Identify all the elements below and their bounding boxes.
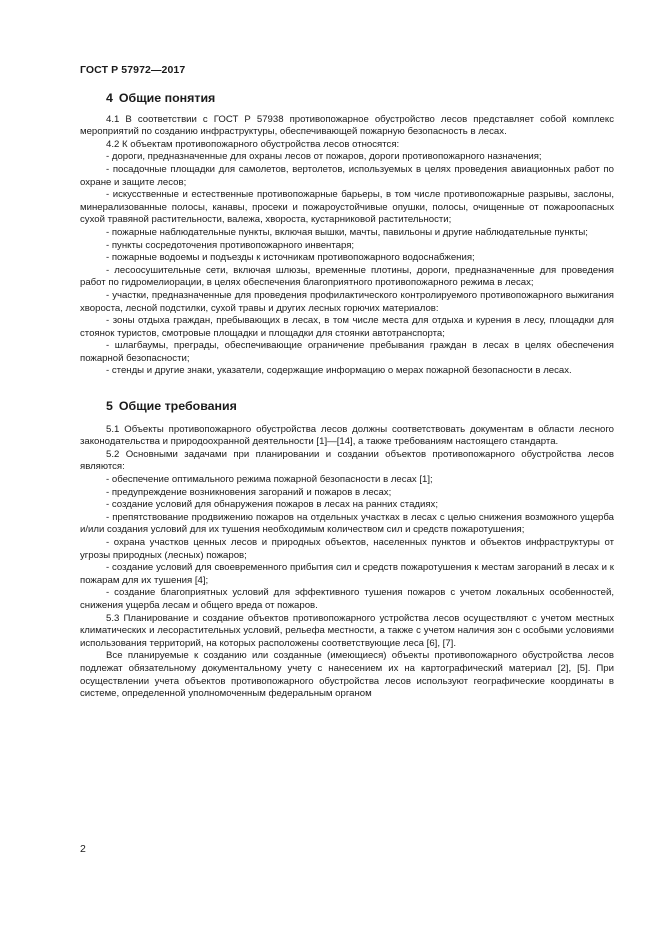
paragraph: 5.3 Планирование и создание объектов противопожарного устройства лесов осуществляют с учетом местных климатических и лесорастительных условий, рельефа местности, а также с учетом наличия зон с особыми условиями использования территорий, на которых расположены соответствующие леса [6], [7]. [80,612,614,649]
list-item: - препятствование продвижению пожаров на отдельных участках в лесах с целью снижения возможного ущерба и/или создания условий для их тушения необходимым количеством сил и средств пожаротушения; [80,511,614,536]
paragraph: 4.1 В соответствии с ГОСТ Р 57938 противопожарное обустройство лесов представляет собой комплекс мероприятий по созданию инфраструктуры, обеспечивающей пожарную безопасность в лесах. [80,113,614,138]
paragraph: 5.2 Основными задачами при планировании и создании объектов противопожарного обустройства лесов являются: [80,448,614,473]
list-item: - охрана участков ценных лесов и природных объектов, населенных пунктов и объектов инфраструктуры от угрозы природных (лесных) пожаров; [80,537,614,561]
list-item: - предупреждение возникновения загораний и пожаров в лесах; [106,486,392,498]
section-5-number: 5 [106,399,113,414]
list-item: - искусственные и естественные противопожарные барьеры, в том числе противопожарные разрывы, заслоны, минерализованные полосы, канавы, просеки и пожароустойчивые опушки, полосы, очищенные от пожароопасных сухой травяной растительности, валежа, хвороста, кустарниковой растительности; [80,189,614,226]
list-item: - пожарные наблюдательные пункты, включая вышки, мачты, павильоны и другие наблюдательные пункты; [106,226,588,238]
list-item: - стенды и другие знаки, указатели, содержащие информацию о мерах пожарной безопасности в лесах. [106,365,572,377]
list-item: - обеспечение оптимального режима пожарной безопасности в лесах [1]; [106,474,433,486]
section-4-title: Общие понятия [118,91,216,105]
list-item: - участки, предназначенные для проведения профилактического контролируемого противопожарного выжигания хвороста, лесной подстилки, сухой травы и других лесных горючих материалов: [80,289,614,314]
list-item: - создание условий для обнаружения пожаров в лесах на ранних стадиях; [106,499,439,511]
document-code-header: ГОСТ Р 57972—2017 [80,64,186,76]
section-4-number: 4 [106,91,113,105]
list-item: - создание благоприятных условий для эффективного тушения пожаров с учетом локальных особенностей, снижения ущерба лесам и общего вреда от пожаров. [80,587,614,611]
list-item: - создание условий для своевременного прибытия сил и средств пожаротушения к местам загораний в лесах и к пожарам для их тушения [4]; [80,562,614,586]
section-5-title: Общие требования [118,399,237,414]
section-4-body [80,114,614,378]
section-5-body [80,424,614,701]
list-item: - шлагбаумы, преграды, обеспечивающие ограничение пребывания граждан в лесах в целях обеспечения пожарной безопасности; [80,340,614,364]
list-item: - посадочные площадки для самолетов, вертолетов, используемых в целях проведения авиационных работ по охране и защите лесов; [80,163,614,188]
section-4-heading [80,92,614,105]
paragraph: 5.1 Объекты противопожарного обустройства лесов должны соответствовать документам в области лесного законодательства и природоохранной деятельности [1]—[14], а также требованиям настоящего стандарта. [80,423,614,448]
paragraph: 4.2 К объектам противопожарного обустройства лесов относятся: [106,138,400,150]
page-number: 2 [80,843,86,855]
document-body [80,90,614,701]
list-item: - дороги, предназначенные для охраны лесов от пожаров, дороги противопожарного назначения; [106,151,542,163]
list-item: - зоны отдыха граждан, пребывающих в лесах, в том числе места для отдыха и курения в лесу, площадки для стоянок туристов, смотровые площадки и площадки для стоянки автотранспорта; [80,315,614,339]
paragraph: Все планируемые к созданию или созданные (имеющиеся) объекты противопожарного обустройства лесов подлежат обязательному документальному учету с нанесением их на картографический материал [2], [5]. При осуществлении учета объектов противопожарного обустройства лесов используют географические координаты в системе, определенной уполномоченным федеральным органом [80,650,614,700]
list-item: - пункты сосредоточения противопожарного инвентаря; [106,239,355,251]
list-item: - лесоосушительные сети, включая шлюзы, временные плотины, дороги, предназначенные для проведения работ по гидромелиорации, в целях обеспечения благоприятного противопожарного режима в лесах; [80,264,614,289]
list-item: - пожарные водоемы и подъезды к источникам противопожарного водоснабжения; [106,252,475,264]
section-5-heading [80,400,614,413]
